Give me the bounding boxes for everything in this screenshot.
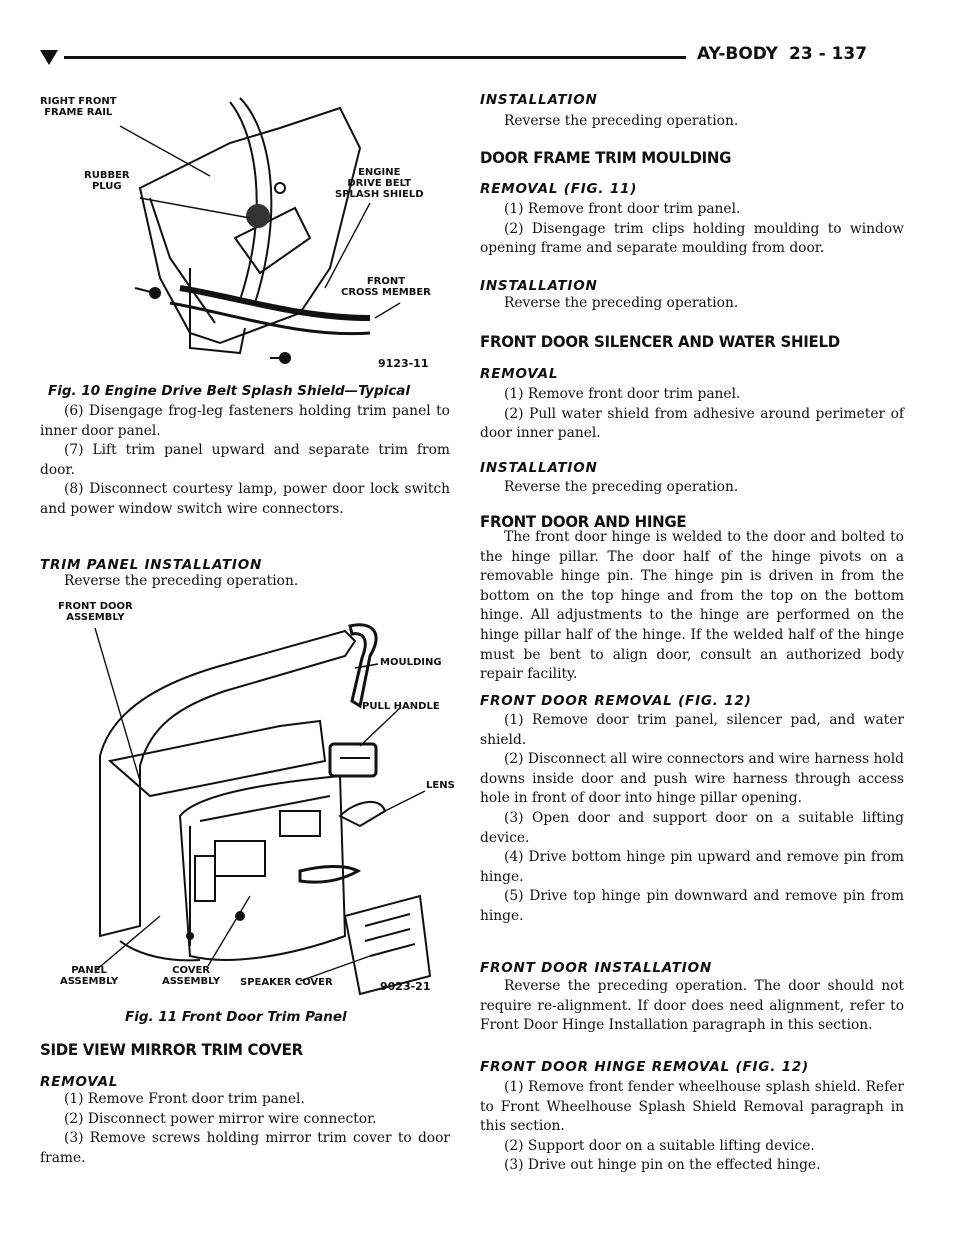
hinge-removal-heading: FRONT DOOR HINGE REMOVAL (FIG. 12) bbox=[480, 1059, 809, 1075]
header-title: AY-BODY bbox=[697, 44, 778, 64]
splash-shield-illustration bbox=[40, 88, 450, 388]
silencer-installation-body: Reverse the preceding operation. bbox=[504, 479, 739, 495]
label-lens: LENS bbox=[426, 780, 455, 791]
silencer-removal-steps: (1) Remove front door trim panel. (2) Pull water shield from adhesive around perimeter of door inner panel. bbox=[480, 386, 904, 442]
label-right-front-frame-rail: RIGHT FRONT FRAME RAIL bbox=[40, 96, 117, 118]
dftm-removal-heading: REMOVAL (FIG. 11) bbox=[480, 181, 638, 197]
step-6: (6) Disengage frog-leg fasteners holding trim panel to inner door panel. bbox=[40, 403, 450, 439]
label-moulding: MOULDING bbox=[380, 657, 442, 668]
front-door-removal-steps: (1) Remove door trim panel, silencer pad, and water shield. (2) Disconnect all wire connectors and wire harness hold downs inside door and push wire harness through access hole in front of door into hinge pillar opening. (3) Open door and support door on a suitable lifting device. (4) Drive bottom hinge pin upward and remove pin from hinge. (5) Drive top hinge pin downward and remove pin from hinge. bbox=[480, 712, 904, 924]
figure-11 bbox=[40, 596, 450, 996]
step-7: (7) Lift trim panel upward and separate trim from door. bbox=[40, 442, 450, 478]
silencer-heading: FRONT DOOR SILENCER AND WATER SHIELD bbox=[480, 332, 840, 352]
label-front-door-assembly: FRONT DOOR ASSEMBLY bbox=[58, 601, 133, 623]
trim-removal-steps bbox=[40, 402, 450, 520]
label-speaker-cover: SPEAKER COVER bbox=[240, 977, 333, 988]
trim-installation-body: Reverse the preceding operation. bbox=[64, 573, 299, 589]
silencer-installation-heading: INSTALLATION bbox=[480, 460, 598, 476]
mirror-removal-steps: (1) Remove Front door trim panel. (2) Disconnect power mirror wire connector. (3) Remove screws holding mirror trim cover to door frame. bbox=[40, 1091, 450, 1166]
figure-10-number: 9123-11 bbox=[378, 357, 429, 370]
header-rule bbox=[64, 56, 686, 59]
label-engine-drive-belt-splash-shield: ENGINE DRIVE BELT SPLASH SHIELD bbox=[335, 167, 424, 200]
installation-heading-1: INSTALLATION bbox=[480, 92, 598, 108]
front-door-installation-heading: FRONT DOOR INSTALLATION bbox=[480, 960, 712, 976]
header-triangle-icon bbox=[40, 50, 58, 65]
front-door-installation-body: Reverse the preceding operation. The door should not require re-alignment. If door does need alignment, refer to Front Door Hinge Installation paragraph in this section. bbox=[480, 978, 904, 1034]
installation-body-1: Reverse the preceding operation. bbox=[504, 113, 739, 129]
front-door-and-hinge-heading: FRONT DOOR AND HINGE bbox=[480, 512, 687, 532]
silencer-removal-heading: REMOVAL bbox=[480, 366, 559, 382]
dftm-removal-steps: (1) Remove front door trim panel. (2) Disengage trim clips holding moulding to window opening frame and separate moulding from door. bbox=[480, 201, 904, 257]
front-door-and-hinge-body: The front door hinge is welded to the door and bolted to the hinge pillar. The door half of the hinge pivots on a removable hinge pin. The hinge pin is driven in from the bottom on the top hinge and from the top on the bottom hinge. All adjustments to the hinge are performed on the hinge pillar half of the hinge. If the welded half of the hinge must be bent to align door, consult an authorized body repair facility. bbox=[480, 529, 904, 683]
figure-10-caption: Fig. 10 Engine Drive Belt Splash Shield—Typical bbox=[48, 383, 410, 399]
dftm-installation-heading: INSTALLATION bbox=[480, 278, 598, 294]
label-cover-assembly: COVER ASSEMBLY bbox=[162, 965, 221, 987]
figure-11-caption: Fig. 11 Front Door Trim Panel bbox=[125, 1009, 347, 1025]
label-front-cross-member: FRONT CROSS MEMBER bbox=[341, 276, 431, 298]
mirror-removal-heading: REMOVAL bbox=[40, 1074, 119, 1090]
dftm-installation-body: Reverse the preceding operation. bbox=[504, 295, 739, 311]
step-8: (8) Disconnect courtesy lamp, power door lock switch and power window switch wire connectors. bbox=[40, 481, 450, 517]
label-rubber-plug: RUBBER PLUG bbox=[84, 170, 130, 192]
label-pull-handle: PULL HANDLE bbox=[362, 701, 440, 712]
figure-11-number: 9023-21 bbox=[380, 980, 431, 993]
hinge-removal-steps: (1) Remove front fender wheelhouse splash shield. Refer to Front Wheelhouse Splash Shield Removal paragraph in this section. (2) Support door on a suitable lifting device. (3) Drive out hinge pin on the effected hinge. bbox=[480, 1079, 904, 1174]
page-number: 23 - 137 bbox=[789, 44, 868, 64]
trim-installation-heading: TRIM PANEL INSTALLATION bbox=[40, 557, 263, 573]
figure-10 bbox=[40, 88, 450, 388]
label-panel-assembly: PANEL ASSEMBLY bbox=[60, 965, 119, 987]
mirror-heading: SIDE VIEW MIRROR TRIM COVER bbox=[40, 1040, 303, 1060]
door-trim-panel-illustration bbox=[40, 596, 450, 996]
front-door-removal-heading: FRONT DOOR REMOVAL (FIG. 12) bbox=[480, 693, 752, 709]
door-frame-trim-moulding-heading: DOOR FRAME TRIM MOULDING bbox=[480, 148, 732, 168]
